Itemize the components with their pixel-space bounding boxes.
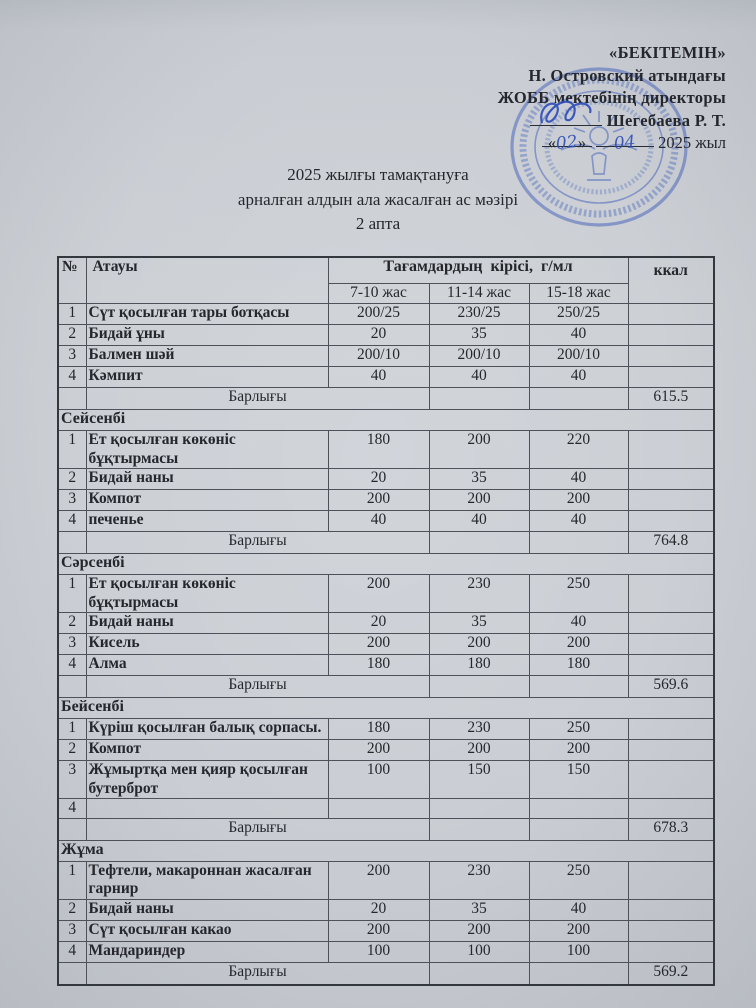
portion-15-18: 250	[529, 719, 628, 740]
portion-7-10: 40	[328, 367, 429, 388]
total-kcal-value: 569.6	[628, 676, 714, 698]
portion-7-10: 180	[328, 719, 429, 740]
total-label: Барлығы	[86, 388, 429, 410]
dish-name: Тефтели, макароннан жасалған гарнир	[86, 861, 328, 899]
portion-7-10: 200	[328, 490, 429, 511]
col-header-age-7-10: 7-10 жас	[328, 284, 429, 304]
col-header-portion-group: Тағамдардың кірісі, г/мл	[328, 257, 628, 284]
kcal-cell	[628, 325, 714, 346]
kcal-cell	[628, 761, 714, 799]
portion-7-10: 40	[328, 511, 429, 532]
menu-row	[58, 304, 714, 325]
portion-11-14: 230/25	[429, 304, 529, 325]
portion-15-18: 180	[529, 655, 628, 676]
portion-11-14: 35	[429, 469, 529, 490]
total-kcal-value: 764.8	[628, 532, 714, 554]
menu-row	[58, 920, 714, 941]
portion-7-10: 200	[328, 634, 429, 655]
dish-name: Бидай наны	[86, 469, 328, 490]
row-number: 2	[58, 899, 86, 920]
portion-15-18: 40	[529, 325, 628, 346]
portion-15-18: 200/10	[529, 346, 628, 367]
row-number: 1	[58, 431, 86, 469]
portion-15-18: 250	[529, 861, 628, 899]
kcal-cell	[628, 490, 714, 511]
row-number: 1	[58, 861, 86, 899]
kcal-cell	[628, 304, 714, 325]
col-header-no: №	[58, 257, 86, 304]
portion-7-10: 20	[328, 325, 429, 346]
total-no-cell	[58, 532, 86, 554]
dish-name: Компот	[86, 490, 328, 511]
portion-11-14: 200	[429, 431, 529, 469]
approval-word: «БЕКІТЕМІН»	[609, 43, 726, 62]
day-header: Бейсенбі	[58, 698, 714, 719]
dish-name: Мандариндер	[86, 941, 328, 962]
portion-11-14: 40	[429, 367, 529, 388]
kcal-cell	[628, 655, 714, 676]
dish-name: Бидай наны	[86, 613, 328, 634]
row-number: 2	[58, 325, 86, 346]
row-number: 3	[58, 634, 86, 655]
portion-15-18: 40	[529, 899, 628, 920]
document-title	[0, 163, 756, 237]
kcal-cell	[628, 799, 714, 819]
row-number: 4	[58, 367, 86, 388]
kcal-cell	[628, 431, 714, 469]
row-number: 3	[58, 346, 86, 367]
total-kcal-value: 569.2	[628, 962, 714, 985]
portion-15-18: 200	[529, 490, 628, 511]
col-header-age-11-14: 11-14 жас	[429, 284, 529, 304]
total-label: Барлығы	[86, 676, 429, 698]
dish-name: Кәмпит	[86, 367, 328, 388]
portion-7-10: 200/25	[328, 304, 429, 325]
total-empty-cell	[529, 532, 628, 554]
total-no-cell	[58, 818, 86, 840]
portion-15-18: 100	[529, 941, 628, 962]
day-header: Сейсенбі	[58, 410, 714, 431]
total-empty-cell	[429, 676, 529, 698]
portion-7-10: 200	[328, 920, 429, 941]
portion-11-14: 35	[429, 325, 529, 346]
kcal-cell	[628, 861, 714, 899]
dish-name: Ет қосылған көкөніс бұқтырмасы	[86, 575, 328, 613]
approval-org-line2: ЖОББ мектебінің директоры	[497, 88, 726, 107]
menu-row	[58, 861, 714, 899]
portion-7-10: 200	[328, 861, 429, 899]
dish-name: печенье	[86, 511, 328, 532]
portion-11-14: 35	[429, 899, 529, 920]
dish-name: Ет қосылған көкөніс бұқтырмасы	[86, 431, 328, 469]
row-number: 3	[58, 490, 86, 511]
portion-11-14: 150	[429, 761, 529, 799]
kcal-cell	[628, 613, 714, 634]
portion-11-14	[429, 799, 529, 819]
total-empty-cell	[429, 962, 529, 985]
row-number: 1	[58, 575, 86, 613]
row-number: 1	[58, 719, 86, 740]
total-no-cell	[58, 388, 86, 410]
total-no-cell	[58, 676, 86, 698]
dish-name: Жұмыртқа мен қияр қосылған бутерброт	[86, 761, 328, 799]
menu-row	[58, 899, 714, 920]
row-number: 3	[58, 920, 86, 941]
menu-row	[58, 634, 714, 655]
portion-7-10: 200	[328, 740, 429, 761]
menu-row	[58, 511, 714, 532]
title-line1: 2025 жылғы тамақтануға	[287, 165, 469, 184]
col-header-age-15-18: 15-18 жас	[529, 284, 628, 304]
portion-15-18: 250	[529, 575, 628, 613]
portion-11-14: 200	[429, 920, 529, 941]
total-row	[58, 818, 714, 840]
handwritten-day: 02	[555, 131, 579, 155]
portion-15-18	[529, 799, 628, 819]
kcal-cell	[628, 941, 714, 962]
date-month-underline	[596, 131, 654, 155]
menu-row	[58, 719, 714, 740]
portion-7-10: 100	[328, 761, 429, 799]
total-empty-cell	[429, 388, 529, 410]
kcal-cell	[628, 575, 714, 613]
menu-row	[58, 761, 714, 799]
total-row	[58, 676, 714, 698]
kcal-cell	[628, 634, 714, 655]
portion-7-10: 200	[328, 575, 429, 613]
menu-row	[58, 469, 714, 490]
portion-7-10: 20	[328, 899, 429, 920]
dish-name: Күріш қосылған балық сорпасы.	[86, 719, 328, 740]
dish-name: Кисель	[86, 634, 328, 655]
dish-name: Компот	[86, 740, 328, 761]
total-no-cell	[58, 962, 86, 985]
handwritten-month: 04	[613, 131, 637, 155]
menu-row	[58, 325, 714, 346]
portion-11-14: 35	[429, 613, 529, 634]
portion-11-14: 180	[429, 655, 529, 676]
menu-row	[58, 490, 714, 511]
dish-name	[86, 799, 328, 819]
row-number: 2	[58, 613, 86, 634]
portion-15-18: 40	[529, 469, 628, 490]
kcal-cell	[628, 511, 714, 532]
portion-11-14: 200	[429, 740, 529, 761]
portion-7-10: 200/10	[328, 346, 429, 367]
total-label: Барлығы	[86, 962, 429, 985]
menu-table	[57, 256, 715, 986]
portion-7-10: 180	[328, 431, 429, 469]
kcal-cell	[628, 346, 714, 367]
kcal-cell	[628, 899, 714, 920]
portion-11-14: 230	[429, 575, 529, 613]
total-row	[58, 388, 714, 410]
date-line	[498, 132, 726, 155]
portion-15-18: 40	[529, 511, 628, 532]
total-empty-cell	[429, 818, 529, 840]
portion-7-10: 180	[328, 655, 429, 676]
portion-11-14: 40	[429, 511, 529, 532]
portion-11-14: 230	[429, 719, 529, 740]
portion-7-10: 20	[328, 469, 429, 490]
total-empty-cell	[429, 532, 529, 554]
portion-15-18: 40	[529, 367, 628, 388]
signature-scribble-icon	[532, 95, 604, 131]
row-number: 1	[58, 304, 86, 325]
row-number: 3	[58, 761, 86, 799]
title-line3: 2 апта	[355, 214, 401, 233]
portion-15-18: 40	[529, 613, 628, 634]
total-kcal-value: 678.3	[628, 818, 714, 840]
row-number: 4	[58, 511, 86, 532]
portion-7-10: 100	[328, 941, 429, 962]
total-empty-cell	[529, 962, 628, 985]
col-header-name: Атауы	[86, 257, 328, 304]
approval-org-line1: Н. Островский атындағы	[528, 65, 726, 85]
portion-15-18: 220	[529, 431, 628, 469]
total-row	[58, 532, 714, 554]
col-header-kcal: ккал	[628, 257, 714, 304]
menu-row	[58, 575, 714, 613]
portion-15-18: 200	[529, 740, 628, 761]
dish-name: Сүт қосылған тары ботқасы	[86, 304, 328, 325]
day-header: Жұма	[58, 840, 714, 861]
kcal-cell	[628, 920, 714, 941]
portion-11-14: 230	[429, 861, 529, 899]
signature-underline	[530, 111, 602, 126]
dish-name: Бидай наны	[86, 899, 328, 920]
kcal-cell	[628, 367, 714, 388]
row-number: 2	[58, 469, 86, 490]
dish-name: Сүт қосылған какао	[86, 920, 328, 941]
menu-row	[58, 613, 714, 634]
row-number: 4	[58, 655, 86, 676]
dish-name: Балмен шәй	[86, 346, 328, 367]
portion-15-18: 250/25	[529, 304, 628, 325]
date-day-underline: «02»	[542, 132, 592, 147]
total-empty-cell	[529, 676, 628, 698]
menu-row	[58, 655, 714, 676]
portion-15-18: 150	[529, 761, 628, 799]
day-header: Сәрсенбі	[58, 554, 714, 575]
total-empty-cell	[529, 818, 628, 840]
portion-11-14: 200	[429, 490, 529, 511]
menu-row	[58, 799, 714, 819]
total-kcal-value: 615.5	[628, 388, 714, 410]
menu-row	[58, 740, 714, 761]
menu-row	[58, 367, 714, 388]
portion-15-18: 200	[529, 920, 628, 941]
kcal-cell	[628, 740, 714, 761]
approval-block	[498, 42, 726, 155]
portion-7-10	[328, 799, 429, 819]
portion-11-14: 200/10	[429, 346, 529, 367]
row-number: 4	[58, 799, 86, 819]
kcal-cell	[628, 469, 714, 490]
row-number: 4	[58, 941, 86, 962]
total-row	[58, 962, 714, 985]
total-empty-cell	[529, 388, 628, 410]
row-number: 2	[58, 740, 86, 761]
portion-11-14: 200	[429, 634, 529, 655]
signatory-name: Шегебаева Р. Т.	[606, 110, 726, 130]
kcal-cell	[628, 719, 714, 740]
menu-row	[58, 431, 714, 469]
signature-line	[498, 110, 726, 133]
menu-row	[58, 941, 714, 962]
total-label: Барлығы	[86, 532, 429, 554]
dish-name: Бидай ұны	[86, 325, 328, 346]
dish-name: Алма	[86, 655, 328, 676]
date-year: 2025 жыл	[658, 133, 726, 152]
portion-15-18: 200	[529, 634, 628, 655]
portion-7-10: 20	[328, 613, 429, 634]
portion-11-14: 100	[429, 941, 529, 962]
title-line2: арналған алдын ала жасалған ас мәзірі	[237, 189, 519, 209]
total-label: Барлығы	[86, 818, 429, 840]
menu-row	[58, 346, 714, 367]
